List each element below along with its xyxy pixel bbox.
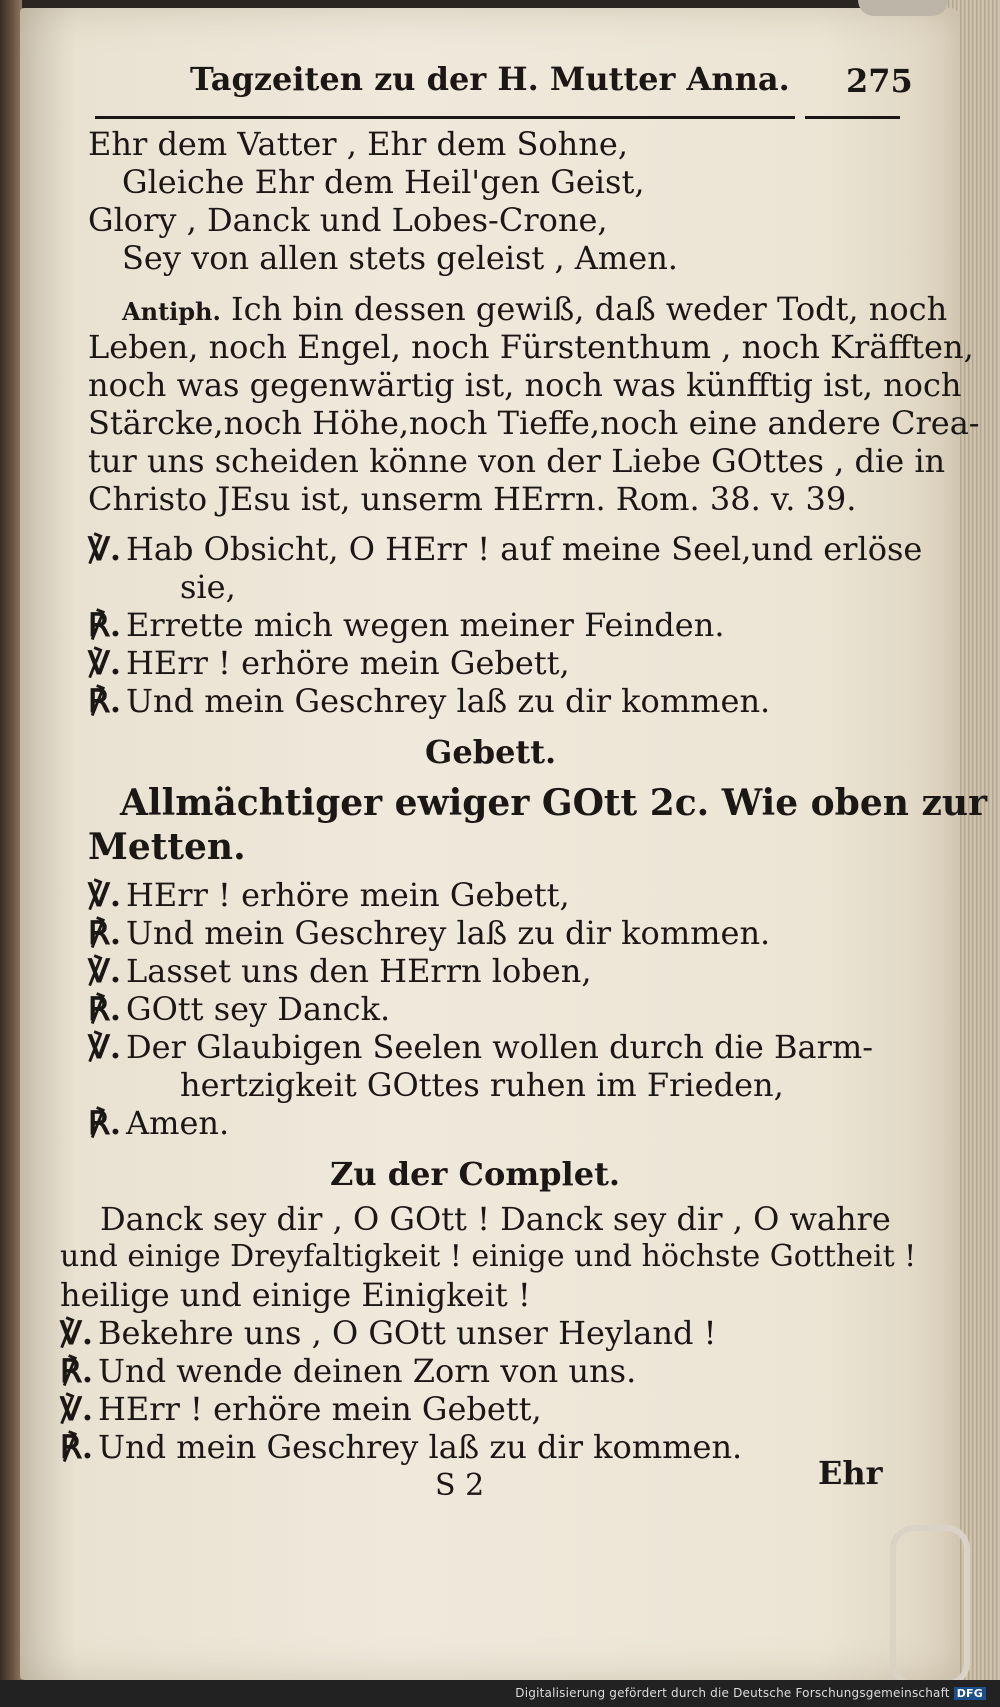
antiphon-line: Leben, noch Engel, noch Fürstenthum , noch Kräfften, <box>88 328 974 366</box>
page-number: 275 <box>846 62 913 100</box>
versicle-continuation: sie, <box>180 568 236 606</box>
header-rule <box>95 116 795 119</box>
versicle <box>88 952 592 990</box>
versicle-mark: ℣. <box>88 876 122 914</box>
response-text: GOtt sey Danck. <box>126 990 391 1028</box>
compline-line: heilige und einige Einigkeit ! <box>60 1276 531 1314</box>
versicle-text: Bekehre uns , O GOtt unser Heyland ! <box>98 1314 717 1352</box>
response-mark: ℟. <box>88 914 122 952</box>
versicle-mark: ℣. <box>88 952 122 990</box>
hymn-line: Gleiche Ehr dem Heil'gen Geist, <box>122 163 645 201</box>
prayer-line: Metten. <box>88 826 246 868</box>
versicle-text: HErr ! erhöre mein Gebett, <box>126 644 570 682</box>
versicle <box>88 1028 873 1066</box>
versicle-mark: ℣. <box>88 530 122 568</box>
antiphon-line: noch was gegenwärtig ist, noch was künfftig ist, noch <box>88 366 962 404</box>
response-text: Errette mich wegen meiner Feinden. <box>126 606 725 644</box>
hymn-line: Ehr dem Vatter , Ehr dem Sohne, <box>88 125 628 163</box>
antiphon-line: Christo JEsu ist, unserm HErrn. Rom. 38. v. 39. <box>88 480 857 518</box>
versicle-text: HErr ! erhöre mein Gebett, <box>98 1390 542 1428</box>
versicle <box>88 876 570 914</box>
signature-mark: S 2 <box>435 1468 485 1503</box>
response <box>88 606 725 644</box>
running-title: Tagzeiten zu der H. Mutter Anna. <box>190 60 790 98</box>
response-mark: ℟. <box>88 606 122 644</box>
versicle-mark: ℣. <box>88 644 122 682</box>
compline-heading: Zu der Complet. <box>330 1155 620 1193</box>
response <box>88 990 390 1028</box>
footer-credit <box>515 1686 986 1700</box>
response-text: Und wende deinen Zorn von uns. <box>98 1352 637 1390</box>
prayer-line: Allmächtiger ewiger GOtt 2c. Wie oben zur <box>120 782 988 824</box>
response-text: Und mein Geschrey laß zu dir kommen. <box>126 682 771 720</box>
catchword: Ehr <box>818 1454 883 1492</box>
versicle <box>88 530 922 568</box>
antiphon-label: Antiph. <box>122 297 221 326</box>
header-rule-right <box>805 116 900 119</box>
antiphon-line-first <box>122 290 947 331</box>
book-spine <box>0 0 22 1707</box>
versicle-text: Hab Obsicht, O HErr ! auf meine Seel,und erlöse <box>126 530 923 568</box>
response-mark: ℟. <box>88 1104 122 1142</box>
versicle <box>88 644 570 682</box>
versicle-text: Der Glaubigen Seelen wollen durch die Barm- <box>126 1028 874 1066</box>
page-clip <box>858 0 948 16</box>
antiphon-line: tur uns scheiden könne von der Liebe GOttes , die in <box>88 442 946 480</box>
response <box>88 1104 229 1142</box>
response-text: Amen. <box>126 1104 230 1142</box>
antiphon-line: Stärcke,noch Höhe,noch Tieffe,noch eine andere Crea- <box>88 404 980 442</box>
versicle-continuation: hertzigkeit GOttes ruhen im Frieden, <box>180 1066 784 1104</box>
prayer-heading: Gebett. <box>425 733 557 771</box>
versicle <box>60 1390 542 1428</box>
hymn-line: Glory , Danck und Lobes-Crone, <box>88 201 608 239</box>
response <box>88 682 770 720</box>
page-clip-bottom <box>890 1525 970 1687</box>
versicle-mark: ℣. <box>60 1314 94 1352</box>
response-text: Und mein Geschrey laß zu dir kommen. <box>126 914 771 952</box>
response <box>60 1352 636 1390</box>
footer-credit-text: Digitalisierung gefördert durch die Deutsche Forschungsgemeinschaft <box>515 1686 950 1700</box>
antiphon-text: Ich bin dessen gewiß, daß weder Todt, noch <box>231 290 948 328</box>
compline-line: und einige Dreyfaltigkeit ! einige und höchste Gottheit ! <box>60 1239 917 1274</box>
versicle-mark: ℣. <box>88 1028 122 1066</box>
dfg-logo: DFG <box>954 1687 986 1700</box>
response-mark: ℟. <box>88 990 122 1028</box>
response-mark: ℟. <box>60 1428 94 1466</box>
compline-line: Danck sey dir , O GOtt ! Danck sey dir , O wahre <box>100 1200 891 1238</box>
response-mark: ℟. <box>60 1352 94 1390</box>
versicle-text: Lasset uns den HErrn loben, <box>126 952 592 990</box>
versicle <box>60 1314 716 1352</box>
response <box>88 914 770 952</box>
response <box>60 1428 742 1466</box>
response-text: Und mein Geschrey laß zu dir kommen. <box>98 1428 743 1466</box>
hymn-line: Sey von allen stets geleist , Amen. <box>122 239 678 277</box>
versicle-text: HErr ! erhöre mein Gebett, <box>126 876 570 914</box>
versicle-mark: ℣. <box>60 1390 94 1428</box>
response-mark: ℟. <box>88 682 122 720</box>
